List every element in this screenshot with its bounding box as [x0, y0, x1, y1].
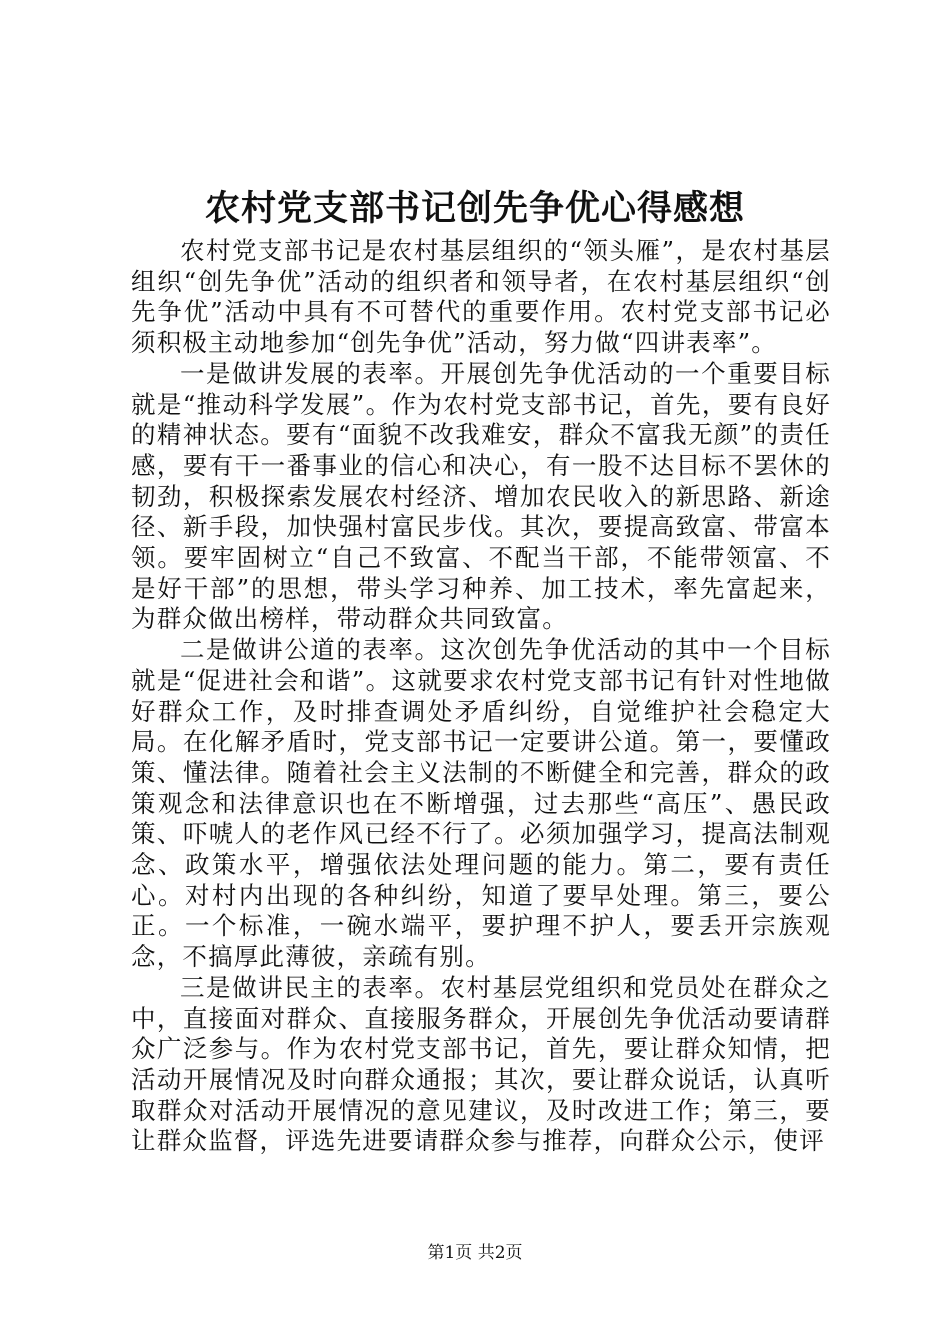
- document-body: [131, 236, 831, 1157]
- paragraph-democracy: 三是做讲民主的表率。农村基层党组织和党员处在群众之中，直接面对群众、直接服务群众，开展创先争优活动要请群众广泛参与。作为农村党支部书记，首先，要让群众知情，把活动开展情况及时向群众通报；其次，要让群众说话，认真听取群众对活动开展情况的意见建议，及时改进工作；第三，要让群众监督，评选先进要请群众参与推荐，向群众公示，使评: [131, 972, 831, 1156]
- document-title: 农村党支部书记创先争优心得感想: [204, 188, 745, 229]
- paragraph-fairness: 二是做讲公道的表率。这次创先争优活动的其中一个目标就是“促进社会和谐”。这就要求农村党支部书记有针对性地做好群众工作，及时排查调处矛盾纠纷，自觉维护社会稳定大局。在化解矛盾时，党支部书记一定要讲公道。第一，要懂政策、懂法律。随着社会主义法制的不断健全和完善，群众的政策观念和法律意识也在不断增强，过去那些“高压”、愚民政策、吓唬人的老作风已经不行了。必须加强学习，提高法制观念、政策水平，增强依法处理问题的能力。第二，要有责任心。对村内出现的各种纠纷，知道了要早处理。第三，要公正。一个标准，一碗水端平，要护理不护人，要丢开宗族观念，不搞厚此薄彼，亲疏有别。: [131, 635, 831, 972]
- paragraph-development: 一是做讲发展的表率。开展创先争优活动的一个重要目标就是“推动科学发展”。作为农村党支部书记，首先，要有良好的精神状态。要有“面貌不改我难安，群众不富我无颜”的责任感，要有干一番事业的信心和决心，有一股不达目标不罢休的韧劲，积极探索发展农村经济、增加农民收入的新思路、新途径、新手段，加快强村富民步伐。其次，要提高致富、带富本领。要牢固树立“自己不致富、不配当干部，不能带领富、不是好干部”的思想，带头学习种养、加工技术，率先富起来，为群众做出榜样，带动群众共同致富。: [131, 358, 831, 634]
- page-number-footer: 第1页 共2页: [427, 1243, 523, 1263]
- paragraph-intro: 农村党支部书记是农村基层组织的“领头雁”，是农村基层组织“创先争优”活动的组织者和领导者，在农村基层组织“创先争优”活动中具有不可替代的重要作用。农村党支部书记必须积极主动地参加“创先争优”活动，努力做“四讲表率”。: [131, 236, 831, 358]
